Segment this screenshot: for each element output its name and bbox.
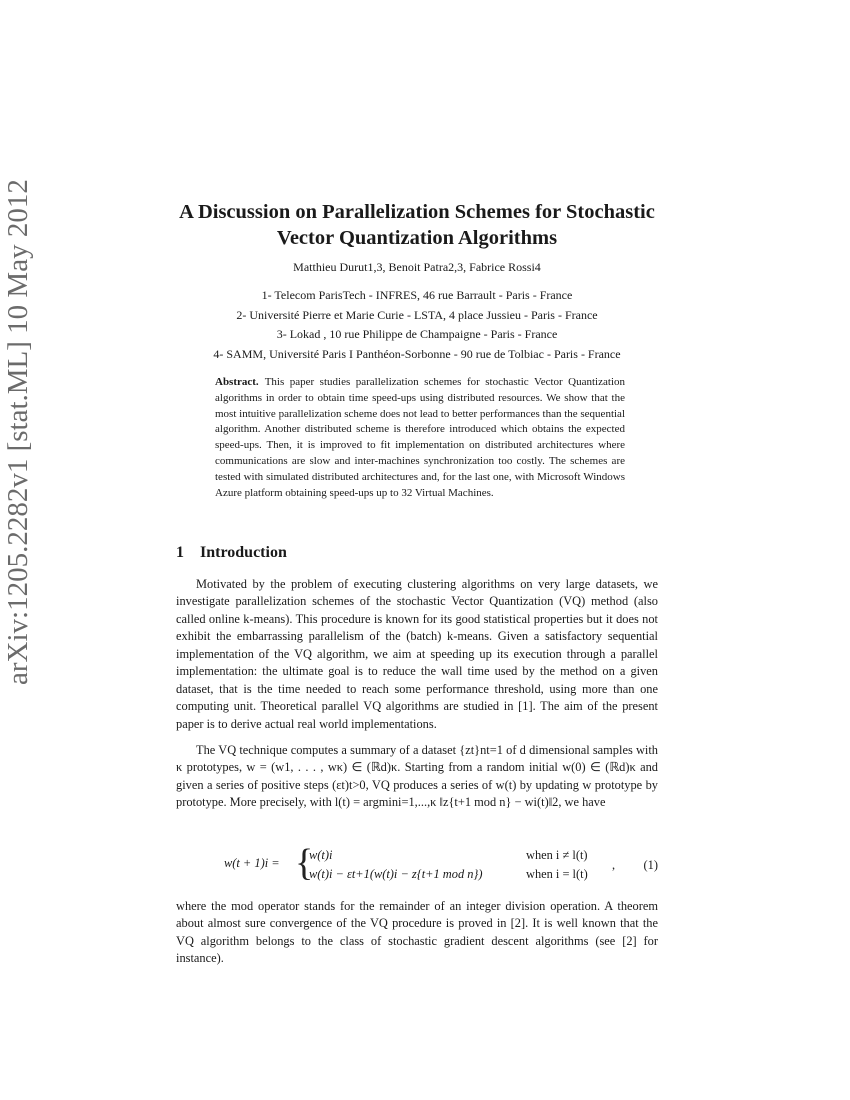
equation-1 <box>176 842 658 889</box>
equation-comma: , <box>612 858 616 872</box>
affiliation-2: 2- Université Pierre et Marie Curie - LSTA, 4 place Jussieu - Paris - France <box>236 307 598 322</box>
author-list: Matthieu Durut1,3, Benoit Patra2,3, Fabrice Rossi4 <box>293 260 541 274</box>
section-heading <box>176 544 287 562</box>
equation-number: (1) <box>643 858 658 872</box>
abstract-text: This paper studies parallelization schemes for stochastic Vector Quantization algorithms in order to obtain time speed-ups using distributed resources. We show that the most intuitive parallelization scheme does not lead to better performances than the sequential algorithm. Another distributed scheme is therefore introduced which obtains the expected speed-ups. Then, it is improved to fit implementation on distributed architectures where communications are slow and inter-machines synchronization too costly. The schemes are tested with simulated distributed architectures and, for the last one, with Microsoft Windows Azure platform obtaining speed-ups up to 32 Virtual Machines. <box>215 376 625 499</box>
equation-lhs: w(t + 1)i = <box>224 856 280 870</box>
equation-case-2: w(t)i − εt+1(w(t)i − z{t+1 mod n}) <box>309 867 483 881</box>
equation-brace: { <box>295 842 314 884</box>
intro-paragraph-1: Motivated by the problem of executing clustering algorithms on very large datasets, we investigate parallelization schemes of the stochastic Vector Quantization (VQ) method (also called online k-means). This procedure is known for its good statistical properties but it does not exhibit the embarrassing parallelism of the (batch) k-means. Given a satisfactory sequential implementation of the VQ algorithm, we aim at speeding up its execution through a parallel implementation: the ultimate goal is to reduce the wall time used by the method on a given dataset, that is the time needed to reach some performance threshold, using more than one computing unit. Theoretical parallel VQ algorithms are studied in [1]. The aim of the present paper is to derive actual real world implementations. <box>176 577 658 731</box>
equation-condition-2: when i = l(t) <box>526 867 588 881</box>
affiliations <box>161 286 673 364</box>
abstract-label: Abstract. <box>215 376 259 388</box>
section-number: 1 <box>176 544 184 561</box>
arxiv-identifier: arXiv:1205.2282v1 [stat.ML] 10 May 2012 <box>2 179 34 685</box>
paper-title: A Discussion on Parallelization Schemes for Stochastic Vector Quantization Algorithms <box>179 201 655 249</box>
equation-case-1: w(t)i <box>309 848 333 862</box>
affiliation-3: 3- Lokad , 10 rue Philippe de Champaigne - Paris - France <box>276 327 558 341</box>
affiliation-1: 1- Telecom ParisTech - INFRES, 46 rue Barrault - Paris - France <box>261 288 573 302</box>
intro-paragraph-2: The VQ technique computes a summary of a dataset {zt}nt=1 of d dimensional samples with κ prototypes, w = (w1, . . . , wκ) ∈ (ℝd)κ. Starting from a random initial w(0) ∈ (ℝd)κ and given a series of positive steps (εt)t>0, VQ produces a series of w(t) by updating w prototype by prototype. More precisely, with l(t) = argmini=1,...,κ ‖z{t+1 mod n} − wi(t)‖2, we have <box>176 743 658 810</box>
affiliation-4: 4- SAMM, Université Paris I Panthéon-Sorbonne - 90 rue de Tolbiac - Paris - France <box>213 346 621 361</box>
intro-paragraph-3: where the mod operator stands for the remainder of an integer division operation. A theorem about almost sure convergence of the VQ procedure is proved in [2]. It is well known that the VQ algorithm belongs to the class of stochastic gradient descent algorithms (see [2] for instance). <box>176 899 658 966</box>
abstract <box>215 375 625 501</box>
equation-condition-1: when i ≠ l(t) <box>526 848 588 862</box>
section-title-text: Introduction <box>200 544 287 561</box>
